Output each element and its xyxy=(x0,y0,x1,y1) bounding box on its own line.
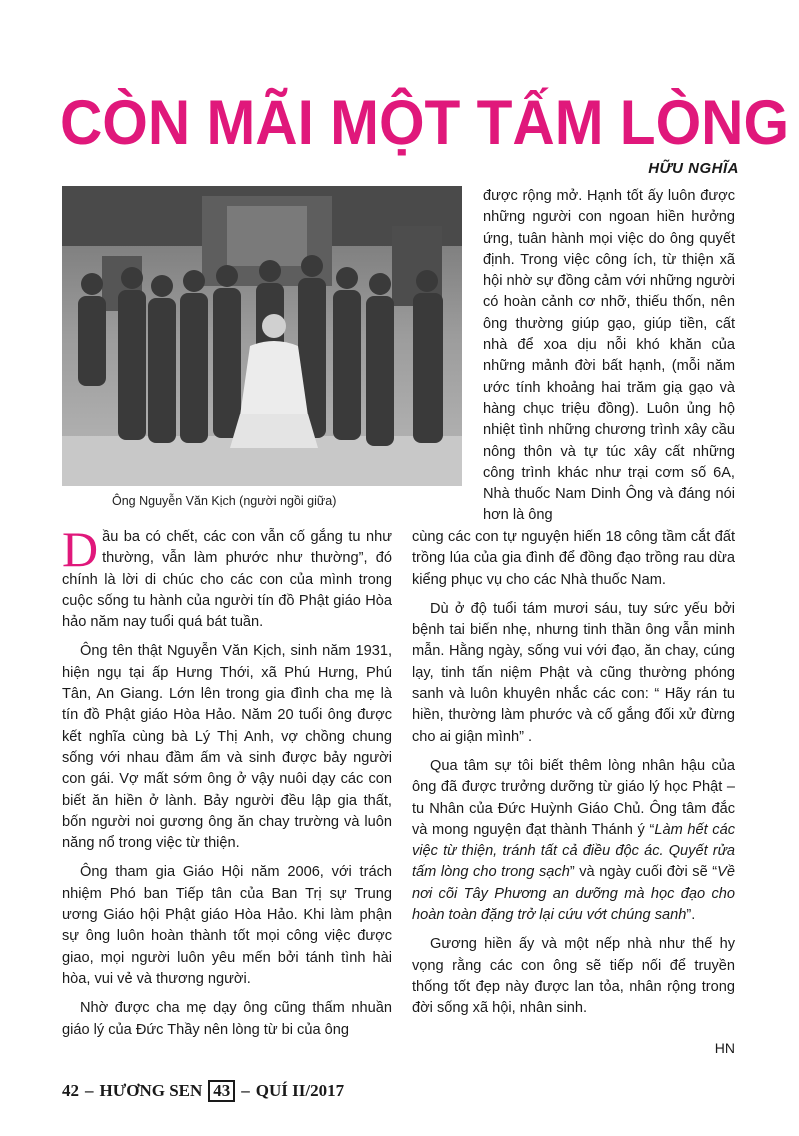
paragraph: Ông tham gia Giáo Hội năm 2006, với trách nhiệm Phó ban Tiếp tân của Ban Trị sự Trung ương Giáo hội Phật giáo Hòa Hảo. Khi làm phận sự ông luôn hoàn thành tốt mọi công việc được giao, mọi người luôn yêu mến bởi tánh tình hài hòa, vui vẻ và thương người. xyxy=(62,864,392,987)
text: ” và ngày cuối đời sẽ “ xyxy=(569,864,718,881)
page-footer xyxy=(62,1080,344,1102)
column-right-top xyxy=(483,186,735,535)
page-number: 42 xyxy=(62,1081,79,1100)
quote: Về nơi cõi Tây Phương an dưỡng mà học đạo cho hoàn toàn đặng trở lại cứu vớt chúng sanh xyxy=(412,864,735,924)
text: ”. xyxy=(686,907,696,924)
paragraph xyxy=(412,756,735,926)
text: Qua tâm sự tôi biết thêm lòng nhân hậu của ông đã được trưởng dưỡng từ giáo lý học Phật – tu Nhân của Đức Huỳnh Giáo Chủ. Ông tâm đắc và mong nguyện đạt thành Thánh ý “ xyxy=(412,757,735,838)
paragraph: Gương hiền ấy và một nếp nhà như thế hy vọng rằng các con ông sẽ tiếp nối để truyền thống tốt đẹp này được lan tỏa, nhân rộng trong đời sống xã hội, nhân sinh. xyxy=(412,936,735,1017)
paragraph: Dù ở độ tuổi tám mươi sáu, tuy sức yếu bởi bệnh tai biến nhẹ, nhưng tinh thần ông vẫn minh mẫn. Hằng ngày, sống vui với đạo, ăn chay, cúng lạy, tinh tấn niệm Phật và cũng thường phóng sanh và luôn khuyên nhắc các con: “ Hãy rán tu hiền, thường làm phước và cố gắng đối xử đừng cho ai giận mình” . xyxy=(412,600,735,745)
quarter-label: QUÍ II/2017 xyxy=(255,1081,345,1100)
drop-cap: D xyxy=(62,521,99,577)
quote: Làm hết các việc từ thiện, tránh tất cả điều độc ác. Quyết rửa tấm lòng cho trong sạch xyxy=(412,821,736,881)
signature: HN xyxy=(714,1040,735,1056)
paragraph: cùng các con tự nguyện hiến 18 công tầm cắt đất trồng lúa của gia đình để đồng đạo trồng rau dừa kiểng phục vụ cho các Nhà thuốc Nam. xyxy=(412,529,735,588)
paragraph: được rộng mở. Hạnh tốt ấy luôn được những người con ngoan hiền hưởng ứng, tuân hành mọi việc do ông quyết định. Trong việc công ích, từ thiện xã hội nhờ sự đồng cảm với những người có hoàn cảnh cơ nhỡ, thiếu thốn, nên ông thường giúp gạo, giúp tiền, cất nhà để xoa dịu nỗi khó khăn của những mảnh đời bất hạnh, (mỗi năm ước tính khoảng hai trăm giạ gạo và hàng chục triệu đồng). Luôn ủng hộ nhiệt tình những chương trình xây cầu nông thôn và tự túc xây cất những công trình khác như trại cơm số 6A, Nhà thuốc Nam Dinh Ông và đáng nói hơn là ông xyxy=(483,188,735,524)
paragraph: Nhờ được cha mẹ dạy ông cũng thấm nhuần giáo lý của Đức Thầy nên lòng từ bi của ông xyxy=(62,1000,392,1038)
group-photo-image xyxy=(62,186,462,486)
paragraph xyxy=(62,521,392,633)
issue-number: 43 xyxy=(208,1080,235,1102)
separator: – xyxy=(85,1081,94,1100)
column-left xyxy=(62,521,392,1049)
photo-caption: Ông Nguyễn Văn Kịch (người ngồi giữa) xyxy=(112,494,337,508)
article-photo xyxy=(62,186,462,486)
column-right xyxy=(412,527,735,1028)
article-title: CÒN MÃI MỘT TẤM LÒNG xyxy=(60,88,790,158)
paragraph-text: ầu ba có chết, các con vẫn cố gắng tu như thường, vẫn làm phước như thường”, đó chính là lời di chúc cho các con của mình trong cuộc sống tu hành của người tín đồ Phật giáo Hòa hảo năm nay tuổi quá bát tuần. xyxy=(62,529,392,631)
author-byline: HỮU NGHĨA xyxy=(648,160,739,177)
separator: – xyxy=(241,1081,250,1100)
magazine-name: HƯƠNG SEN xyxy=(99,1081,203,1100)
paragraph: Ông tên thật Nguyễn Văn Kịch, sinh năm 1931, hiện ngụ tại ấp Hưng Thới, xã Phú Hưng, Phú Tân, An Giang. Lớn lên trong gia đình cha mẹ là tín đồ Phật giáo Hòa Hảo. Năm 20 tuổi ông được kết nghĩa cùng bà Lý Thị Anh, vợ chồng chung sống với nhau đầm ấm và sinh được bảy người con gái. Vợ mất sớm ông ở vậy nuôi dạy các con biết ăn hiền ở lành. Bảy người đều lập gia thất, bốn người noi gương ông ăn chay trường và luôn năng nổ trong việc từ thiện. xyxy=(62,643,392,852)
